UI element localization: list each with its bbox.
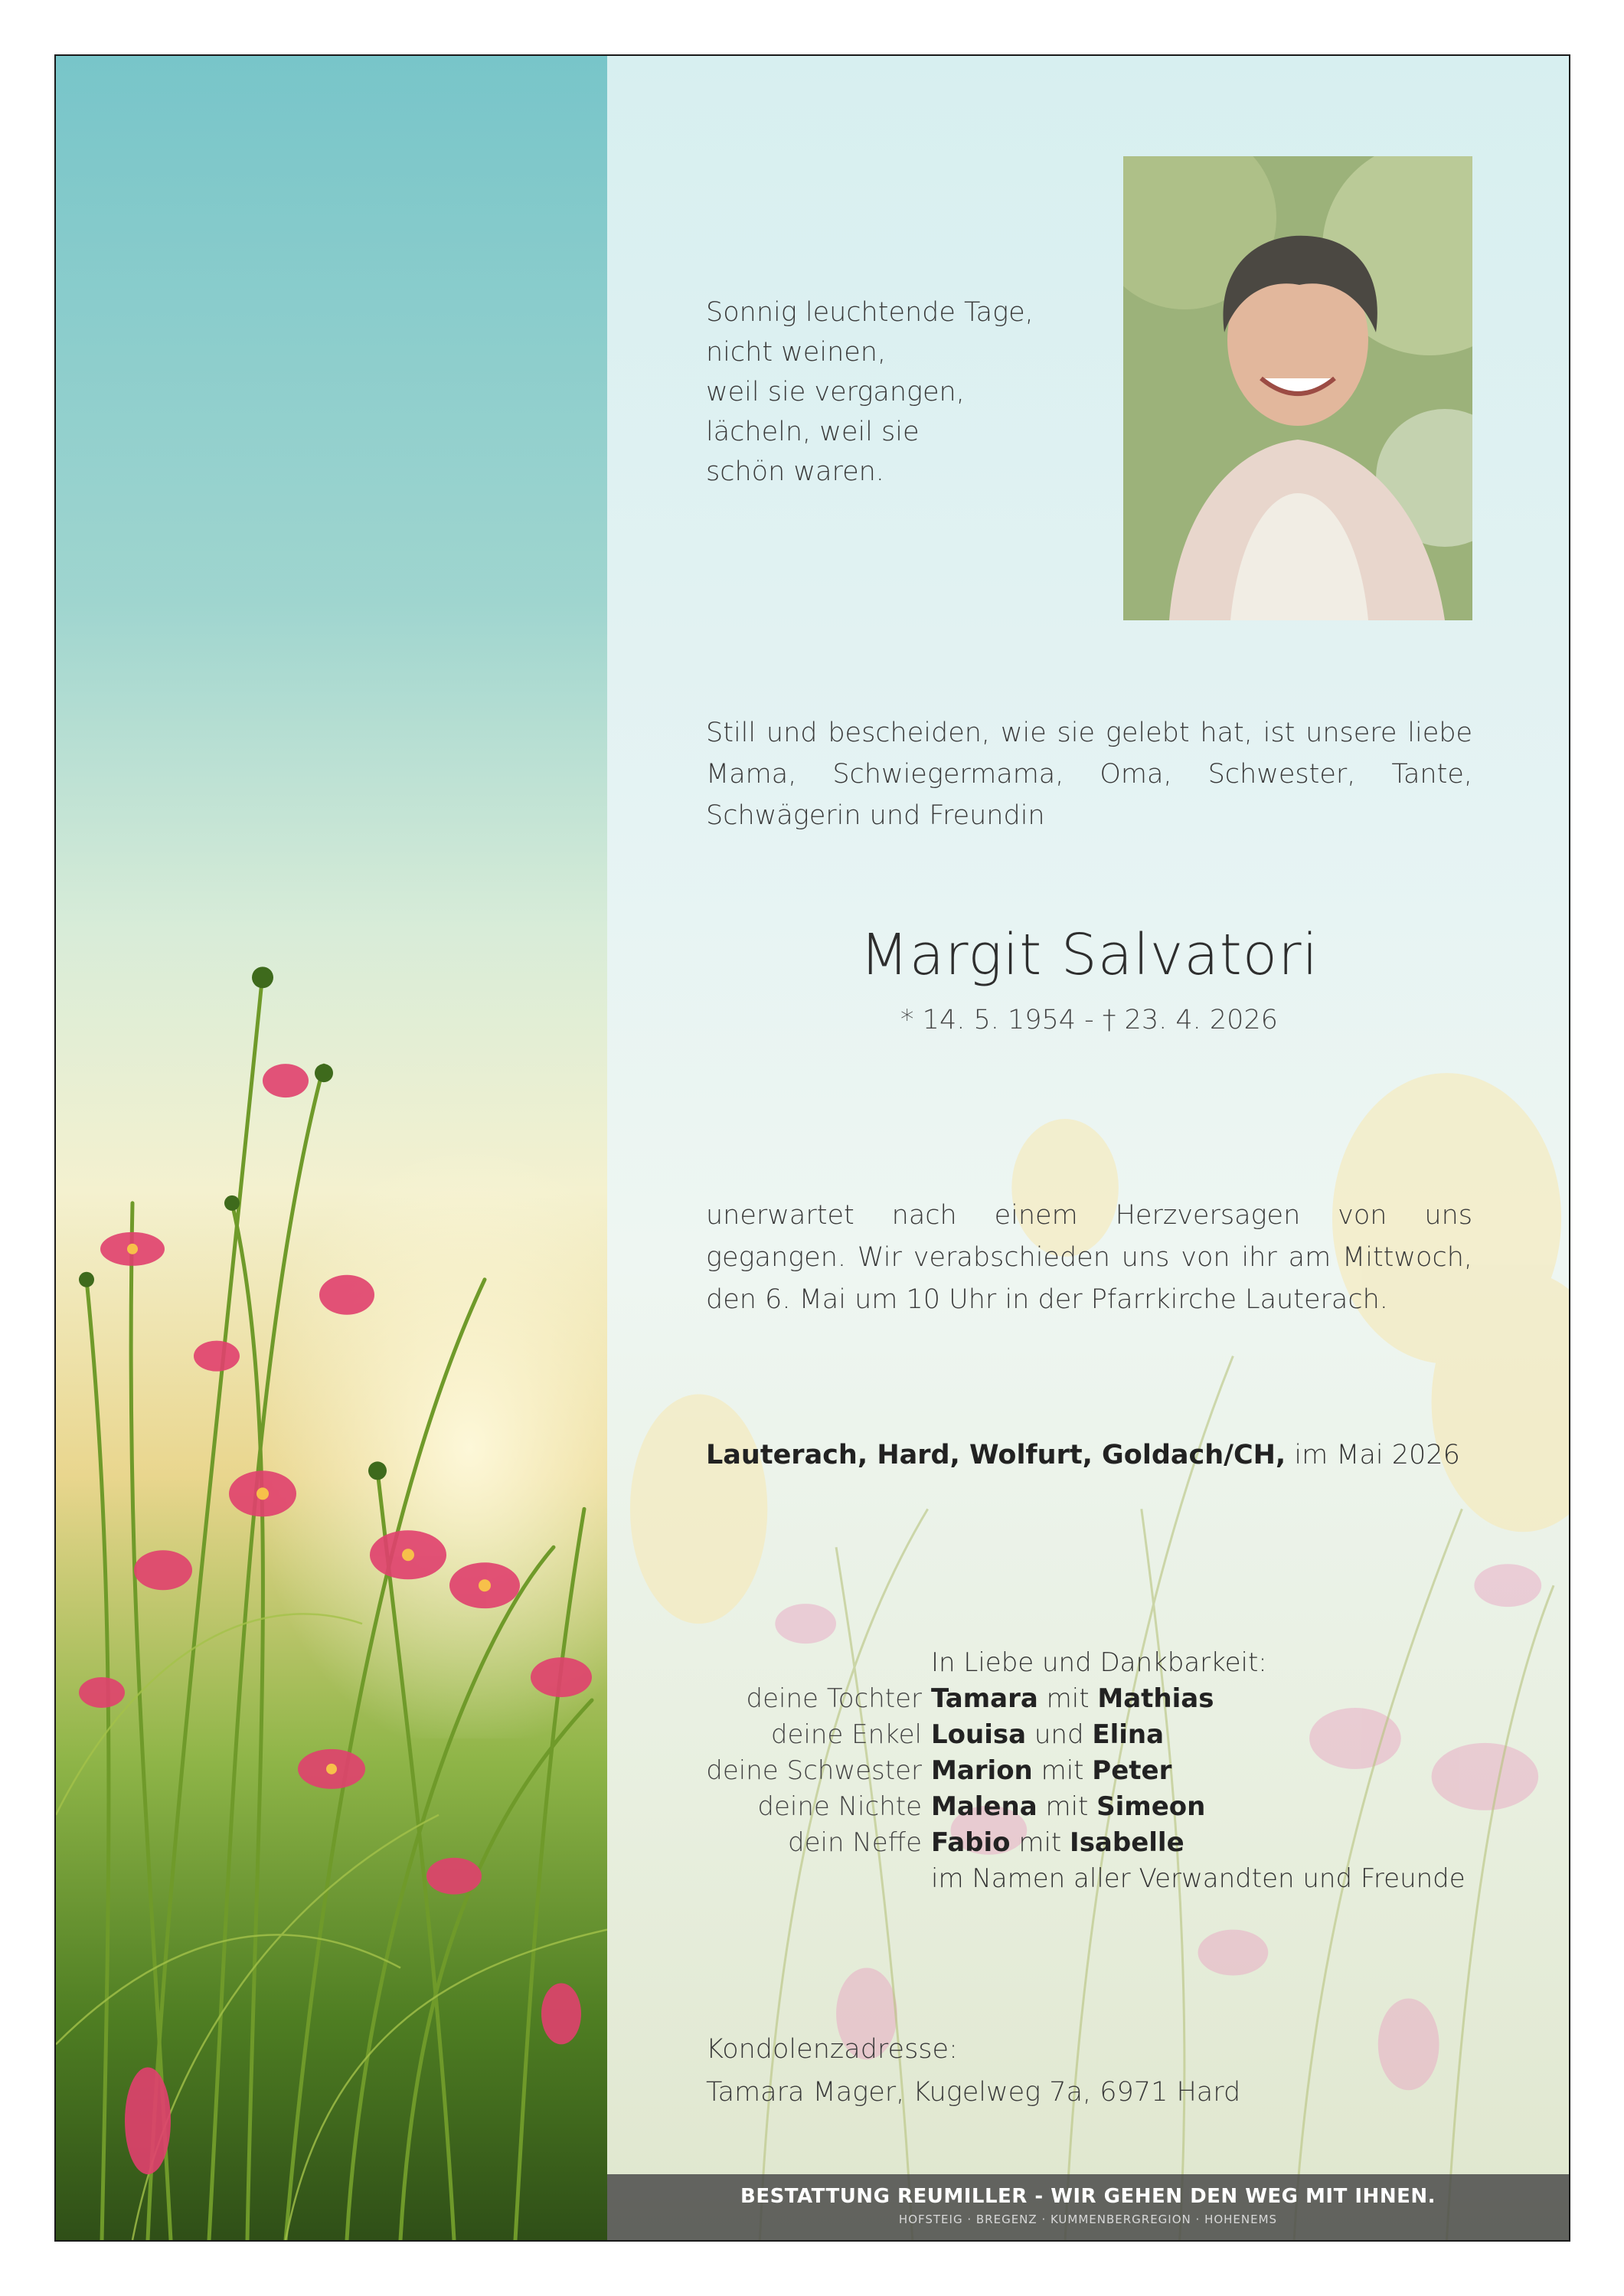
name-joiner: mit [1032, 1755, 1093, 1786]
flower-meadow-photo [56, 56, 607, 2240]
relation-label: deine Schwester [706, 1755, 922, 1786]
family-name: Simeon [1096, 1791, 1206, 1822]
family-name: Mathias [1097, 1683, 1214, 1714]
family-name: Tamara [931, 1683, 1038, 1714]
deceased-name: Margit Salvatori [859, 922, 1319, 988]
footer-regions: HOFSTEIG · BREGENZ · KUMMENBERGREGION · HOHENEMS [898, 2213, 1278, 2226]
name-joiner: mit [1037, 1683, 1098, 1714]
family-name: Peter [1092, 1755, 1172, 1786]
name-joiner: mit [1037, 1791, 1097, 1822]
funeral-home-footer [607, 2174, 1569, 2240]
footer-slogan: BESTATTUNG REUMILLER - WIR GEHEN DEN WEG MIT IHNEN. [740, 2185, 1436, 2208]
condolence-address: Kondolenzadresse: Tamara Mager, Kugelweg 7a, 6971 Hard [706, 2034, 1241, 2108]
family-list [689, 1645, 1531, 1897]
places-locations: Lauterach, Hard, Wolfurt, Goldach/CH, [706, 1440, 1286, 1470]
relation-label: deine Tochter [746, 1683, 922, 1714]
family-name: Marion [931, 1755, 1033, 1786]
relation-label: deine Nichte [757, 1791, 922, 1822]
life-dates: * 14. 5. 1954 - † 23. 4. 2026 [900, 1005, 1278, 1035]
family-name: Elina [1092, 1719, 1165, 1750]
family-closing: im Namen aller Verwandten und Freunde [931, 1863, 1466, 1894]
family-row [689, 1789, 1531, 1825]
name-joiner: mit [1010, 1827, 1070, 1858]
places-and-date [706, 1440, 1460, 1470]
poem: Sonnig leuchtende Tage, nicht weinen, weil sie vergangen, lächeln, weil sie schön waren. [706, 297, 1034, 487]
family-row [689, 1717, 1531, 1753]
name-joiner: und [1026, 1719, 1093, 1750]
relation-label: deine Enkel [770, 1719, 922, 1750]
intro-text: Still und bescheiden, wie sie gelebt hat, ist unsere liebe Mama, Schwiegermama, Oma, Schwester, Tante, Schwägerin und Freundin [706, 718, 1472, 831]
family-name: Fabio [931, 1827, 1011, 1858]
family-name: Louisa [931, 1719, 1027, 1750]
meadow-illustration [56, 56, 607, 2240]
portrait-photo [1123, 156, 1472, 620]
family-row [689, 1825, 1531, 1861]
relation-label: dein Neffe [788, 1827, 922, 1858]
portrait-illustration [1123, 156, 1472, 620]
family-name: Malena [931, 1791, 1037, 1822]
family-row [689, 1681, 1531, 1717]
places-month: im Mai 2026 [1286, 1440, 1460, 1470]
family-header: In Liebe und Dankbarkeit: [931, 1647, 1267, 1678]
funeral-notice: unerwartet nach einem Herzversagen von uns gegangen. Wir verabschieden uns von ihr am Mittwoch, den 6. Mai um 10 Uhr in der Pfarrkirche Lauterach. [706, 1200, 1472, 1315]
family-row [689, 1753, 1531, 1789]
family-name: Isabelle [1070, 1827, 1185, 1858]
